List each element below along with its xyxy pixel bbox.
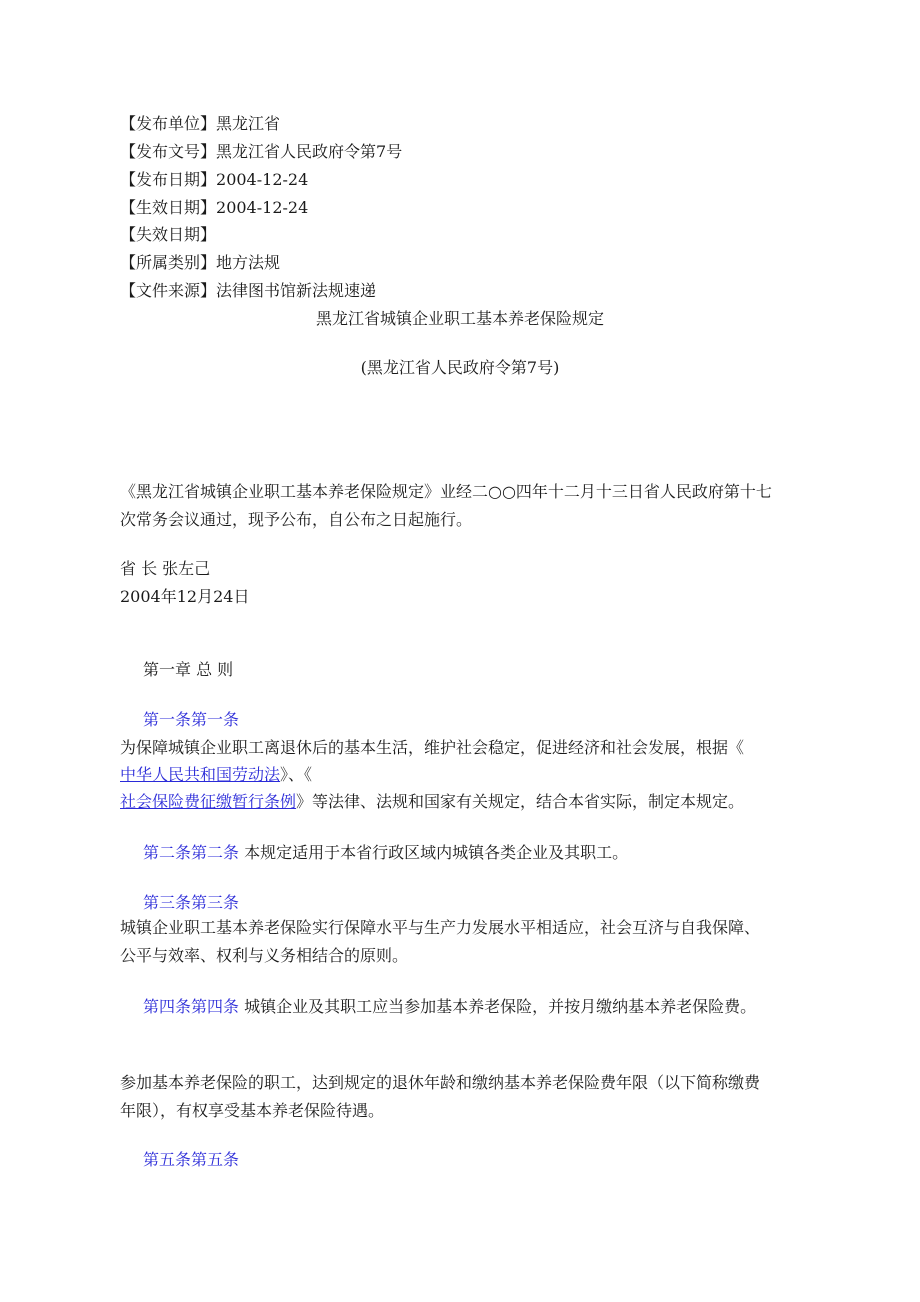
article-2-heading[interactable]: 第二条第二条 — [143, 843, 240, 862]
chapter-heading: 第一章 总 则 — [143, 660, 234, 679]
meta-label: 【所属类别】 — [120, 253, 217, 272]
document-title: 黑龙江省城镇企业职工基本养老保险规定 — [315, 309, 604, 328]
article-4 — [143, 997, 756, 1017]
document-subtitle: (黑龙江省人民政府令第7号) — [360, 358, 560, 377]
meta-source — [120, 281, 376, 301]
meta-label: 【发布文号】 — [120, 142, 217, 161]
article-4-text: 参加基本养老保险的职工，达到规定的退休年龄和缴纳基本养老保险费年限（以下简称缴费 — [120, 1073, 761, 1092]
meta-value: 法律图书馆新法规速递 — [216, 281, 377, 300]
article-4-text: 年限），有权享受基本养老保险待遇。 — [120, 1101, 385, 1120]
preamble-line: 次常务会议通过，现予公布，自公布之日起施行。 — [120, 510, 473, 529]
article-3-text: 公平与效率、权利与义务相结合的原则。 — [120, 946, 409, 965]
signature-governor: 省 长 张左己 — [120, 559, 211, 578]
meta-publish-date — [120, 170, 308, 190]
article-5-heading[interactable]: 第五条第五条 — [143, 1150, 240, 1169]
article-1-text — [120, 792, 744, 812]
article-2 — [143, 843, 628, 863]
labor-law-link[interactable]: 中华人民共和国劳动法 — [120, 765, 281, 784]
article-1-text-fragment: 》等法律、法规和国家有关规定，结合本省实际，制定本规定。 — [296, 792, 745, 811]
article-1-heading[interactable]: 第一条第一条 — [143, 710, 240, 729]
article-3-heading[interactable]: 第三条第三条 — [143, 893, 240, 912]
meta-label: 【生效日期】 — [120, 198, 217, 217]
meta-label: 【文件来源】 — [120, 281, 217, 300]
meta-effective-date — [120, 198, 308, 218]
social-insurance-regulation-link[interactable]: 社会保险费征缴暂行条例 — [120, 792, 297, 811]
meta-value: 黑龙江省 — [216, 114, 281, 133]
meta-value: 地方法规 — [216, 253, 281, 272]
meta-value: 2004-12-24 — [216, 170, 309, 189]
article-1-text-fragment: 》、《 — [280, 765, 313, 784]
article-1-text — [120, 765, 312, 785]
signature-date: 2004年12月24日 — [120, 587, 250, 606]
meta-label: 【发布单位】 — [120, 114, 217, 133]
meta-issuer — [120, 114, 280, 134]
meta-expiry-date — [120, 225, 216, 245]
meta-category — [120, 253, 280, 273]
article-3-text: 城镇企业职工基本养老保险实行保障水平与生产力发展水平相适应，社会互济与自我保障、 — [120, 918, 761, 937]
meta-value: 2004-12-24 — [216, 198, 309, 217]
meta-label: 【发布日期】 — [120, 170, 217, 189]
article-4-heading[interactable]: 第四条第四条 — [143, 997, 240, 1016]
meta-value: 黑龙江省人民政府令第7号 — [216, 142, 403, 161]
meta-doc-number — [120, 142, 402, 162]
meta-label: 【失效日期】 — [120, 225, 217, 244]
article-4-text: 城镇企业及其职工应当参加基本养老保险，并按月缴纳基本养老保险费。 — [239, 997, 757, 1016]
article-2-text: 本规定适用于本省行政区域内城镇各类企业及其职工。 — [239, 843, 629, 862]
article-1-text: 为保障城镇企业职工离退休后的基本生活，维护社会稳定，促进经济和社会发展，根据《 — [120, 738, 745, 757]
preamble-line: 《黑龙江省城镇企业职工基本养老保险规定》业经二○○四年十二月十三日省人民政府第十七 — [120, 482, 772, 501]
